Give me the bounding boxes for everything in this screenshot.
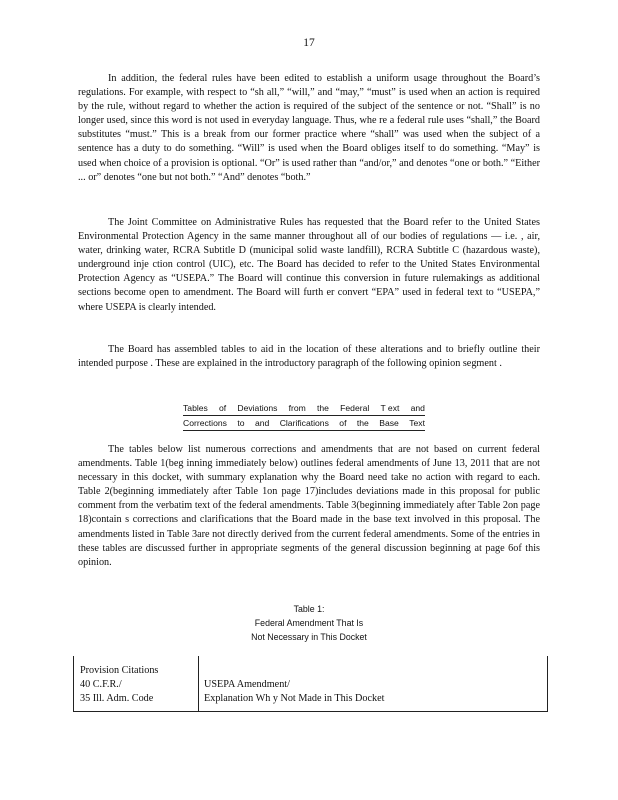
paragraph-text: In addition, the federal rules have been edited to establish a uniform usage throughout the Board’s regulations. For example, with respect to “sh all,” “will,” and “may,” “must” is used when an action is required by the rule, without regard to whether the action is required of the subject of the sentence or not. “Shall” is no longer used, since this word is not used in everyday language. Thus, whe re a federal rule uses “shall,” the Board substitutes “must.” This is a break from our former practice where “shall” was used when the subject of a sentence has a duty to do something. “Will” is used when the Board obliges itself to do something. “May” is used when choice of a provision is optional. “Or” is used rather than “and/or,” and denotes “one or both.” “Either ... or” denotes “one but not both.” “And” denotes “both.” [78, 73, 540, 183]
paragraph-tables-intro [78, 343, 540, 371]
heading-word: Deviations [237, 403, 278, 413]
column-divider [198, 656, 199, 712]
heading-word: the [356, 418, 369, 428]
heading-word: Clarifications [279, 418, 329, 428]
header-line: 35 Ill. Adm. Code [80, 693, 154, 704]
header-line: 40 C.F.R./ [80, 679, 122, 690]
paragraph-usage [78, 72, 540, 185]
heading-word: Corrections [183, 418, 227, 428]
section-heading-line-2 [183, 416, 425, 431]
section-heading-line-1 [183, 401, 425, 416]
heading-word: Federal [340, 403, 370, 413]
header-line: Explanation Wh y Not Made in This Docket [204, 693, 385, 704]
heading-word: of [219, 403, 227, 413]
paragraph-text: The Board has assembled tables to aid in the location of these alterations and to briefly outline their intended purpose . These are explained in the introductory paragraph of the following opinion segment . [78, 344, 540, 370]
paragraph-tables-description [78, 443, 540, 570]
provision-citations-header [80, 664, 158, 706]
heading-word: to [237, 418, 245, 428]
table-title-line: Not Necessary in This Docket [251, 632, 367, 642]
heading-word: from [288, 403, 306, 413]
heading-word: and [410, 403, 425, 413]
header-line: USEPA Amendment/ [204, 679, 290, 690]
table-1-title [0, 602, 618, 644]
page-number: 17 [303, 37, 315, 49]
paragraph-usepa-reference [78, 216, 540, 315]
paragraph-text: The tables below list numerous corrections and amendments that are not based on current federal amendments. Table 1(beg inning immediately below) outlines federal amendments of June 13, 2011 that are not necessary in this docket, with summary explanation why the Board need take no action with regard to each. Table 2(beginning immediately after Table 1on page 17)includes deviations made in this proposal for public comment from the verbatim text of the federal amendments. Table 3(beginning immediately after Table 2on page 18)contain s corrections and clarifications that the Board made in the base text involved in this proposal. The amendments listed in Table 3are not directly derived from the current federal amendments. Some of the entries in these tables are discussed further in appropriate segments of the general discussion beginning at page 6of this opinion. [78, 444, 540, 568]
header-line: Provision Citations [80, 665, 159, 676]
amendment-explanation-header [204, 678, 384, 706]
heading-word: T ext [380, 403, 400, 413]
table-rule [74, 711, 547, 712]
section-heading [183, 401, 425, 431]
table-title-line: Federal Amendment That Is [254, 618, 364, 628]
table-1-header [73, 656, 548, 712]
heading-word: Base [379, 418, 399, 428]
heading-word: Text [409, 418, 425, 428]
heading-word: Tables [183, 403, 208, 413]
paragraph-text: The Joint Committee on Administrative Rules has requested that the Board refer to the United States Environmental Protection Agency in the same manner throughout all of our bodies of regulations — i.e. , air, water, drinking water, RCRA Subtitle D (municipal solid waste landfill), RCRA Subtitle C (hazardous waste), underground inje ction control (UIC), etc. The Board has decided to refer to the United States Environmental Protection Agency as “USEPA.” The Board will continue this conversion in future rulemakings as additional sections become open to amendment. The Board will furth er convert “EPA” used in federal text to “USEPA,” where USEPA is clearly intended. [78, 217, 540, 313]
heading-word: the [317, 403, 329, 413]
heading-word: and [254, 418, 270, 428]
heading-word: of [339, 418, 347, 428]
table-title-line: Table 1: [293, 604, 325, 614]
